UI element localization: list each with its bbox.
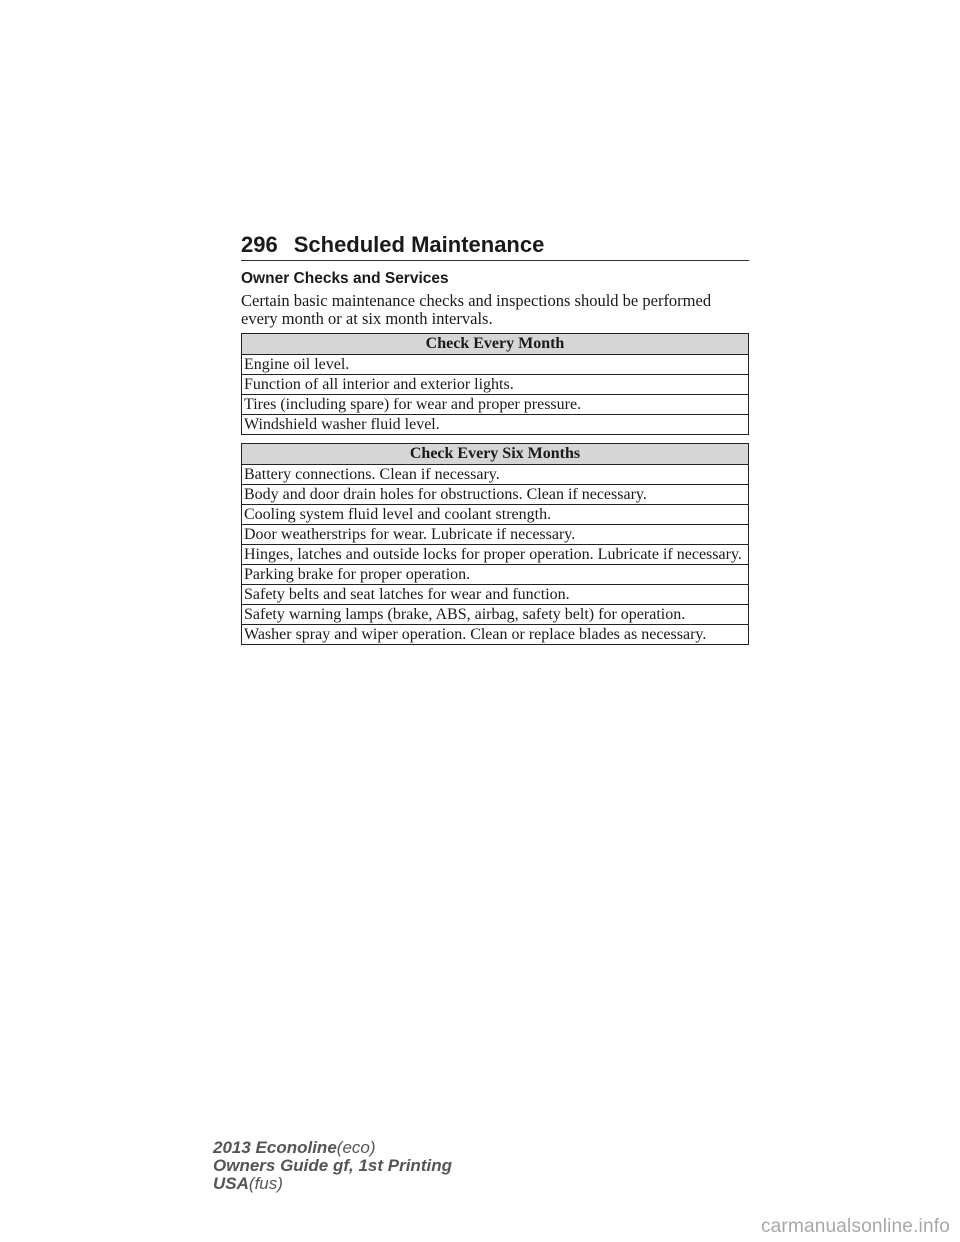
table-row: Function of all interior and exterior lights.	[242, 375, 748, 395]
intro-paragraph	[241, 292, 751, 328]
table-row: Safety belts and seat latches for wear and function.	[242, 585, 748, 605]
print-footer	[213, 1139, 452, 1193]
table-row: Battery connections. Clean if necessary.	[242, 465, 748, 485]
table-row: Engine oil level.	[242, 355, 748, 375]
footer-model: 2013 Econoline	[213, 1138, 337, 1157]
table-row: Parking brake for proper operation.	[242, 565, 748, 585]
footer-market: USA	[213, 1174, 249, 1193]
footer-guide: Owners Guide gf, 1st Printing	[213, 1156, 452, 1175]
footer-market-code: (fus)	[248, 1174, 283, 1193]
table-row: Washer spray and wiper operation. Clean or replace blades as necessary.	[244, 626, 707, 643]
monthly-checks-table	[241, 333, 749, 435]
table-row: Safety warning lamps (brake, ABS, airbag, safety belt) for operation.	[242, 605, 748, 625]
intro-line-2: every month or at six month intervals.	[241, 309, 493, 328]
footer-model-code: (eco)	[336, 1138, 376, 1157]
section-heading: Owner Checks and Services	[241, 270, 449, 287]
table-row: Hinges, latches and outside locks for proper operation. Lubricate if necessary.	[242, 545, 748, 565]
six-month-checks-table	[241, 443, 749, 645]
chapter-title: Scheduled Maintenance	[293, 232, 545, 257]
table-row: Cooling system fluid level and coolant strength.	[242, 505, 748, 525]
table-header: Check Every Six Months	[242, 444, 748, 465]
table-header: Check Every Month	[242, 334, 748, 355]
page-number: 296	[241, 232, 278, 257]
table-row: Door weatherstrips for wear. Lubricate if necessary.	[242, 525, 748, 545]
table-row: Tires (including spare) for wear and proper pressure.	[242, 395, 748, 415]
table-row: Body and door drain holes for obstructions. Clean if necessary.	[242, 485, 748, 505]
page-header	[241, 229, 749, 261]
table-row: Windshield washer fluid level.	[244, 416, 440, 433]
watermark: carmanualsonline.info	[760, 1216, 950, 1237]
intro-line-1: Certain basic maintenance checks and inspections should be performed	[241, 291, 712, 310]
